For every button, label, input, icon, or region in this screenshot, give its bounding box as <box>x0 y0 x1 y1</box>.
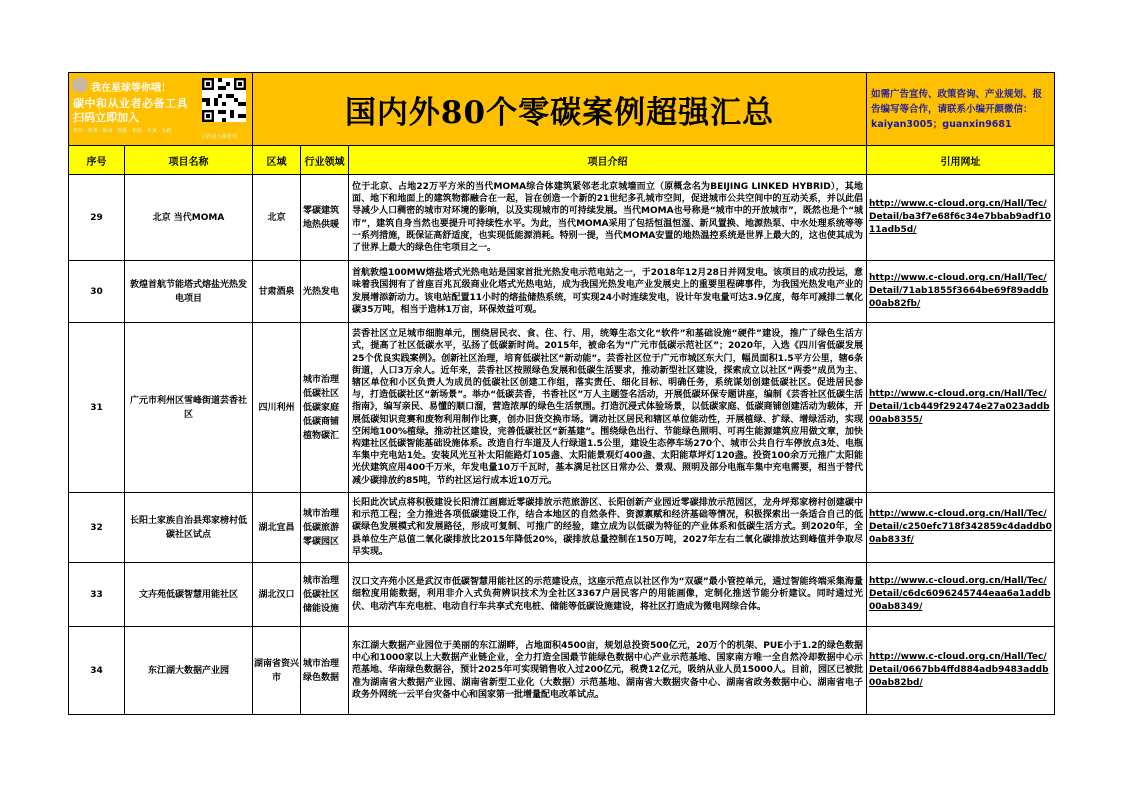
project-name: 广元市利州区雪峰街道芸香社区 <box>125 323 253 493</box>
banner-line3: 扫码立即加入 <box>73 111 139 124</box>
row-number: 30 <box>69 261 125 323</box>
row-number: 32 <box>69 493 125 563</box>
table-row <box>69 627 1055 715</box>
table-row <box>69 261 1055 323</box>
table-row <box>69 323 1055 493</box>
reference-link[interactable]: http://www.c-cloud.org.cn/Hall/Tec/Detail/ba3f7e68f6c34e7bbab9adf1011adb5d/ <box>867 175 1055 261</box>
project-name: 长阳土家族自治县郑家榜村低碳社区试点 <box>125 493 253 563</box>
project-description: 首航敦煌100MW熔盐塔式光热电站是国家首批光热发电示范电站之一，于2018年12月28日并网发电。该项目的成功投运，意味着我国拥有了首座百兆瓦级商业化塔式光热电站，成为我国光热发电产业发展史上的重要里程碑事件，为我国光热发电产业的发展增添新动力。该电站配置11小时的熔盐储热系统，可实现24小时连续发电，设计年发电量可达3.9亿度，每年可减排二氧化碳35万吨，相当于造林1万亩，环保效益可观。 <box>349 261 867 323</box>
table-row <box>69 175 1055 261</box>
col-header-area: 区域 <box>253 146 301 175</box>
row-number: 29 <box>69 175 125 261</box>
banner-line2: 碳中和从业者必备工具 <box>73 97 188 110</box>
qr-code-icon[interactable] <box>202 78 246 122</box>
reference-link[interactable]: http://www.c-cloud.org.cn/Hall/Tec/Detail/1cb449f292474e27a023addb00ab8355/ <box>867 323 1055 493</box>
table-row <box>69 493 1055 563</box>
project-area: 四川利州 <box>253 323 301 493</box>
reference-link[interactable]: http://www.c-cloud.org.cn/Hall/Tec/Detail/0667bb4ffd884adb9483addb00ab82bd/ <box>867 627 1055 715</box>
project-field: 城市治理 低碳旅游 零碳园区 <box>301 493 349 563</box>
promo-banner[interactable] <box>69 73 253 146</box>
project-description: 芸香社区立足城市细胞单元，围绕居民衣、食、住、行、用，统筹生态文化“软件”和基础设施“硬件”建设，推广了绿色生活方式，提高了社区低碳水平，弘扬了低碳新时尚。2015年，被命名为“广元市低碳示范社区”；2020年，入选《四川省低碳发展25个优良实践案例》。创新社区治理，培育低碳社区“新动能”。芸香社区位于广元市城区东大门，幅员面积1.5平方公里，辖6条街道，人口3万余人。近年来，芸香社区按照绿色发展和低碳生活要求，推动新型社区建设，探索成立以社区“两委”成员为主、辖区单位和小区负责人为成员的低碳社区创建工作组，落实责任、细化目标、明确任务，系统谋划创建低碳社区。促进居民参与，打造低碳社区“新场景”。举办“低碳芸香，书香社区”万人主题签名活动，开展低碳环保专题讲座，编制《芸香社区低碳生活指南》，编写亲民、易懂的顺口溜，营造浓厚的绿色生活氛围。打造沉浸式体验场景，以低碳家庭、低碳商铺创建活动为载体，开展低碳知识竞赛和废物利用制作比赛，创办旧货交换市场。调动社区居民和辖区单位能动性，开展植绿、扩绿、增绿活动，实现空闲地100%植绿。推动社区建设，完善低碳社区“新基建”。围绕绿色出行、节能绿色照明、可再生能源建筑应用做文章，加快构建社区低碳智能基础设施体系。改造自行车道及人行绿道1.5公里，建设生态停车场270个、城市公共自行车停放点3处、电瓶车集中充电站1处。安装风光互补太阳能路灯105盏、太阳能景观灯400盏、太阳能草坪灯120盏。投资100余万元推广太阳能光伏建筑应用400千万米，年发电量10万千瓦时，基本满足社区日常办公、景观、照明及部分电瓶车集中充电需要，相当于替代减少碳排放约85吨，节约社区运行成本近10万元。 <box>349 323 867 493</box>
row-number: 33 <box>69 563 125 627</box>
title-row <box>69 73 1055 146</box>
banner-line4: 知识 · 政策 · 解读 · 数据 · 指标 · 专家 · 实践 <box>73 128 172 134</box>
project-description: 东江湖大数据产业园位于美丽的东江湖畔，占地面积4500亩，规划总投资500亿元，20万个的机架、PUE小于1.2的绿色数据中心和1000家以上大数据产业链企业，全力打造全国最节能绿色数据中心产业示范基地、国家南方唯一全自然冷却数据中心示范基地、华南绿色数据谷，预计2025年可实现销售收入过200亿元，税费12亿元，吸纳从业人员15000人。目前，园区已被批准为湖南省大数据产业园、湖南省新型工业化（大数据）示范基地、湖南省大数据灾备中心、湖南省政务数据中心、湖南省电子政务外网统一云平台灾备中心和国家第一批增量配电改革试点。 <box>349 627 867 715</box>
project-area: 湖北汉口 <box>253 563 301 627</box>
page-title: 国内外80个零碳案例超强汇总 <box>253 73 867 146</box>
project-area: 湖北宜昌 <box>253 493 301 563</box>
spreadsheet <box>68 72 1054 715</box>
project-name: 北京 当代MOMA <box>125 175 253 261</box>
project-description: 长阳此次试点将积极建设长阳清江画廊近零碳排放示范旅游区、长阳创新产业园近零碳排放示范园区，龙舟坪郑家榜村创建碳中和示范工程；全力推进各项低碳建设工作，结合本地区的自然条件、资源禀赋和经济基础等情况，积极探索出一条适合自己的低碳绿色发展模式和发展路径，形成可复制、可推广的经验，建立成为以低碳为特征的产业体系和低碳生活方式。到2020年，全县单位生产总值二氧化碳排放比2015年降低20%，碳排放总量控制在150万吨，2027年左右二氧化碳排放达到峰值并争取尽早实现。 <box>349 493 867 563</box>
project-description: 位于北京、占地22万平方米的当代MOMA综合体建筑紧邻老北京城墙而立（原概念名为BEIJING LINKED HYBRID），其地面、地下和地面上的建筑物都融合在一起，旨在创造一个新的21世纪多孔城市空间，促进城市公共空间中的互动关系，并以此倡导减少人口稠密的城市对环境的影响，以及实现城市的可持续发展。当代MOMA也号称是“城市中的开放城市”，既然也是个“城市”，建筑自身当然也要提升可持续性水平。为此，当代MOMA采用了包括恒温恒湿、新风置换、地源热泵、中水处理系统等等一系列措施，既保证高舒适度，也实现低能源消耗。特别一提，当代MOMA安置的地热温控系统是世界上最大的，这也使其成为了世界上最大的绿色住宅项目之一。 <box>349 175 867 261</box>
project-field: 城市治理 低碳社区 低碳家庭 低碳商铺 植物碳汇 <box>301 323 349 493</box>
qr-caption: 扫码进入碳星球 <box>202 134 238 140</box>
col-header-url: 引用网址 <box>867 146 1055 175</box>
col-header-name: 项目名称 <box>125 146 253 175</box>
reference-link[interactable]: http://www.c-cloud.org.cn/Hall/Tec/Detail/c250efc718f342859c4daddb00ab833f/ <box>867 493 1055 563</box>
row-number: 34 <box>69 627 125 715</box>
project-name: 敦煌首航节能塔式熔盐光热发电项目 <box>125 261 253 323</box>
ad-contact-note: 如需广告宣传、政策咨询、产业规划、报告编写等合作，请联系小编开颜微信：kaiyan3005；guanxin9681 <box>867 73 1055 146</box>
project-area: 湖南省资兴市 <box>253 627 301 715</box>
project-field: 城市治理 低碳社区 储能设施 <box>301 563 349 627</box>
case-table <box>68 72 1055 715</box>
project-area: 北京 <box>253 175 301 261</box>
project-name: 东江湖大数据产业园 <box>125 627 253 715</box>
project-description: 汉口文卉苑小区是武汉市低碳智慧用能社区的示范建设点，这座示范点以社区作为“双碳”最小管控单元，通过智能终端采集海量细粒度用能数据，利用非介入式负荷辨识技术为全社区3367户居民客户的用能画像，定制化推送节能分析建议。同时通过光伏、电动汽车充电桩、电动自行车共享式充电桩、储能等低碳设施建设，将社区打造成为微电网综合体。 <box>349 563 867 627</box>
col-header-desc: 项目介绍 <box>349 146 867 175</box>
project-name: 文卉苑低碳智慧用能社区 <box>125 563 253 627</box>
col-header-no: 序号 <box>69 146 125 175</box>
column-header-row <box>69 146 1055 175</box>
reference-link[interactable]: http://www.c-cloud.org.cn/Hall/Tec/Detail/71ab1855f3664be69f89addb00ab82fb/ <box>867 261 1055 323</box>
project-area: 甘肃酒泉 <box>253 261 301 323</box>
row-number: 31 <box>69 323 125 493</box>
banner-line1: 我在星球等你哦！ <box>91 83 171 94</box>
reference-link[interactable]: http://www.c-cloud.org.cn/Hall/Tec/Detail/c6dc6096245744eaa6a1addb00ab8349/ <box>867 563 1055 627</box>
project-field: 光热发电 <box>301 261 349 323</box>
avatar <box>72 77 88 93</box>
project-field: 零碳建筑 地热供暖 <box>301 175 349 261</box>
project-field: 城市治理 绿色数据 <box>301 627 349 715</box>
table-row <box>69 563 1055 627</box>
col-header-field: 行业领域 <box>301 146 349 175</box>
